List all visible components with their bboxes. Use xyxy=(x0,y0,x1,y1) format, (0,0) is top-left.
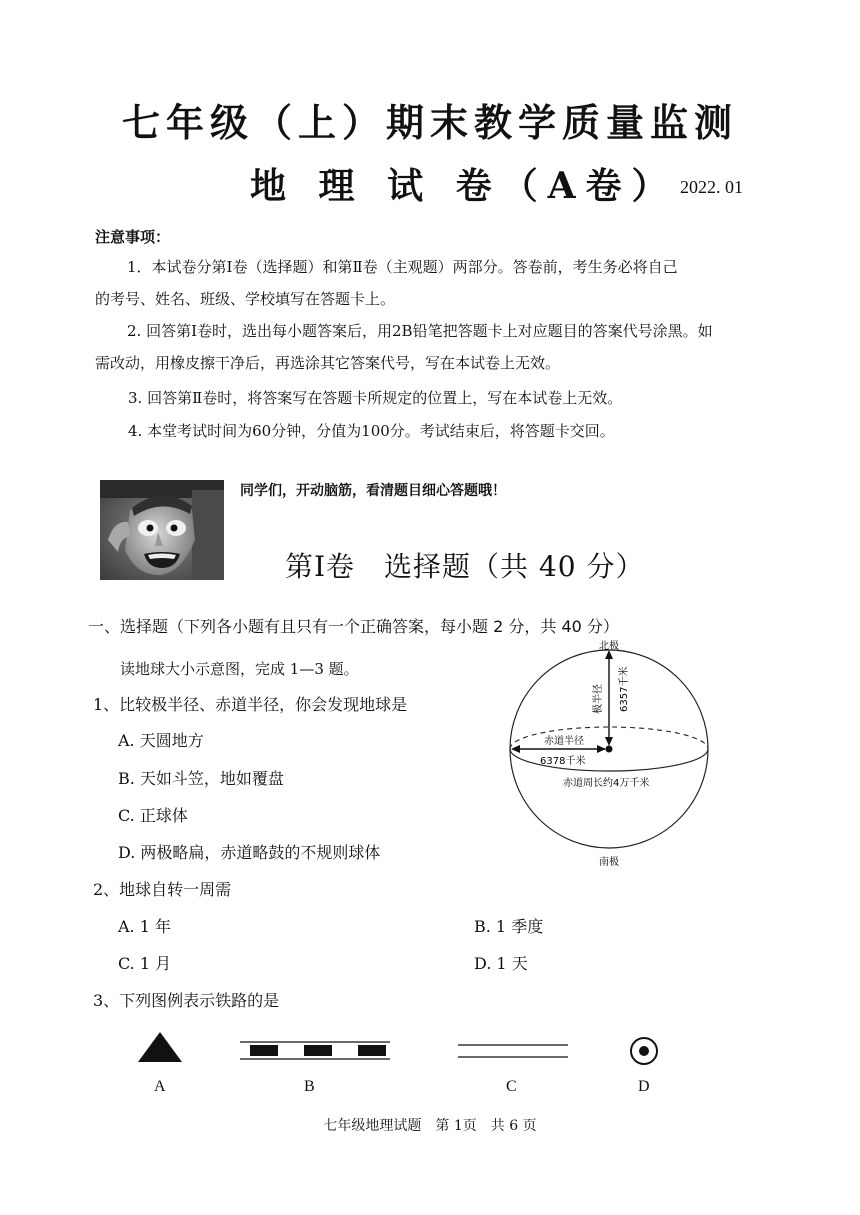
q1-option-b: B. 天如斗笠，地如覆盘 xyxy=(118,769,284,788)
equator-radius-value: 6378千米 xyxy=(540,756,586,767)
q2-option-d: D. 1 天 xyxy=(474,954,528,973)
equator-radius-label: 赤道半径 xyxy=(544,736,584,747)
notice-item-2-line1: 2. 回答第Ⅰ卷时，选出每小题答案后，用2B铅笔把答题卡上对应题目的答案代号涂黑。如 xyxy=(127,322,713,340)
cartoon-photo xyxy=(100,480,224,580)
q2-option-a: A. 1 年 xyxy=(118,917,171,936)
notice-heading: 注意事项： xyxy=(95,228,171,246)
q2-option-c: C. 1 月 xyxy=(118,954,172,973)
legend-label-b: B xyxy=(304,1078,315,1095)
map-legend-symbols xyxy=(130,1025,690,1075)
q2-option-b: B. 1 季度 xyxy=(474,917,544,936)
equator-circumference-label: 赤道周长约4万千米 xyxy=(563,778,650,789)
notice-item-4: 4. 本堂考试时间为60分钟，分值为100分。考试结束后，将答题卡交回。 xyxy=(128,422,615,440)
notice-item-1-line1: 1．本试卷分第Ⅰ卷（选择题）和第Ⅱ卷（主观题）两部分。答卷前，考生务必将自己 xyxy=(127,258,678,276)
notice-item-2-line2: 需改动，用橡皮擦干净后，再选涂其它答案代号，写在本试卷上无效。 xyxy=(95,354,561,372)
q1-stem: 1、比较极半径、赤道半径，你会发现地球是 xyxy=(93,695,408,714)
notice-item-3: 3. 回答第Ⅱ卷时，将答案写在答题卡所规定的位置上，写在本试卷上无效。 xyxy=(128,389,623,407)
equator-arrow-right xyxy=(597,745,606,753)
part1-title: 第Ⅰ卷 选择题（共 40 分） xyxy=(285,550,645,583)
legend-label-c: C xyxy=(506,1078,517,1095)
earth-size-diagram xyxy=(500,634,720,874)
north-pole-label: 北极 xyxy=(599,641,619,652)
equator-arrow-left xyxy=(511,745,520,753)
polar-radius-label: 极半径 xyxy=(593,684,604,714)
exam-date: 2022. 01 xyxy=(680,177,743,197)
q1-option-c: C. 正球体 xyxy=(118,806,188,825)
section1-heading: 一、选择题（下列各小题有且只有一个正确答案，每小题 2 分，共 40 分） xyxy=(88,617,619,636)
q1-option-a: A. 天圆地方 xyxy=(118,731,204,750)
south-pole-label: 南极 xyxy=(599,857,619,868)
notice-item-1-line2: 的考号、姓名、班级、学校填写在答题卡上。 xyxy=(95,290,396,308)
polar-arrow-down xyxy=(605,737,613,746)
q3-stem: 3、下列图例表示铁路的是 xyxy=(93,991,280,1010)
page-footer: 七年级地理试题 第 1页 共 6 页 xyxy=(323,1118,537,1134)
earth-center-dot xyxy=(606,746,613,753)
polar-radius-value: 6357千米 xyxy=(619,666,630,712)
exam-title: 七年级（上）期末教学质量监测 xyxy=(121,100,738,145)
exam-subtitle: 地 理 试 卷（A卷） xyxy=(250,165,678,207)
legend-symbol-b-railway xyxy=(240,1042,390,1059)
section1-intro: 读地球大小示意图，完成 1—3 题。 xyxy=(120,660,359,678)
q2-stem: 2、地球自转一周需 xyxy=(93,880,232,899)
cheer-text: 同学们，开动脑筋，看清题目细心答题哦！ xyxy=(240,483,506,499)
legend-label-a: A xyxy=(154,1078,166,1095)
legend-symbol-c-double-line xyxy=(458,1045,568,1057)
legend-label-d: D xyxy=(638,1078,650,1095)
legend-symbol-d-circle-dot xyxy=(631,1038,657,1064)
q1-option-d: D. 两极略扁，赤道略鼓的不规则球体 xyxy=(118,843,381,862)
legend-symbol-a-triangle xyxy=(138,1032,182,1062)
notice-item-1 xyxy=(95,251,785,315)
notice-item-2 xyxy=(95,315,785,379)
